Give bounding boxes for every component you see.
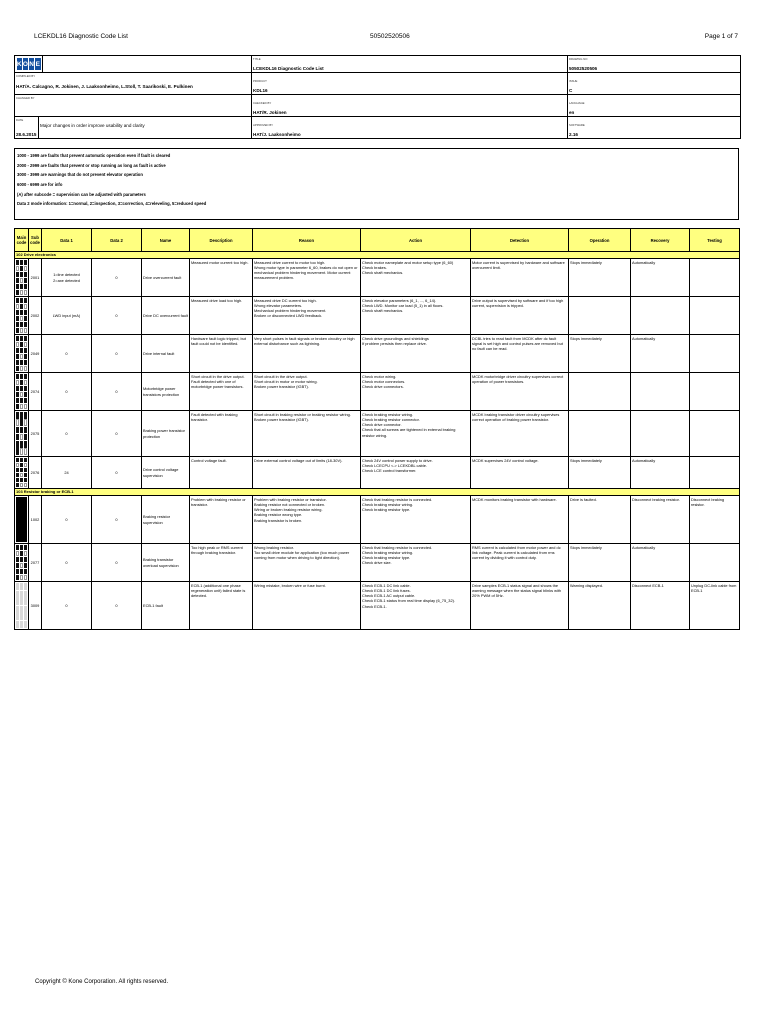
cell-reason: Problem with braking resistor or transistor. Braking resistor not connected or broken. Wiring or broken braking resistor wiring. Braking resistor wrong type. Braking transistor is broken. bbox=[253, 496, 361, 544]
cell-operation bbox=[569, 411, 631, 457]
table-row bbox=[15, 259, 740, 297]
kone-logo: K O N E bbox=[15, 56, 43, 73]
col-name: Name bbox=[142, 229, 190, 252]
table-row bbox=[15, 297, 740, 335]
cell-data1: 0 bbox=[42, 373, 92, 411]
cell-testing bbox=[690, 544, 740, 582]
cell-recovery: Disconnect ECB-1 bbox=[631, 582, 690, 630]
cell-name: Braking resistor supervision bbox=[142, 496, 190, 544]
cell-action: Check drive groundings and shieldings If problem persists then replace drive. bbox=[361, 335, 471, 373]
cell-detection: DCBL tries to read fault from MCDK after dc fault signal is set high and control pulses are removed but no fault can be read. bbox=[471, 335, 569, 373]
issue-cell: ISSUE C bbox=[568, 73, 740, 95]
change-desc-cell: Major changes in order improve usability and clarity bbox=[39, 117, 252, 138]
table-row bbox=[15, 335, 740, 373]
code-range-notes bbox=[14, 148, 739, 220]
sub-code: 2076 bbox=[29, 457, 42, 489]
sub-code: 2075 bbox=[29, 411, 42, 457]
cell-testing bbox=[690, 411, 740, 457]
cell-data1: 1=line detected 2=axe detected bbox=[42, 259, 92, 297]
cell-reason: Wrong braking resistor. Too small drive module for application (too much power coming from motor when driving to light direction). bbox=[253, 544, 361, 582]
note-line: 1000 - 1999 are faults that prevent automatic operation even if fault is cleared bbox=[17, 153, 171, 158]
cell-reason: Short circuit in the drive output. Short circuit in motor or motor wiring. Broken power transistor (IGBT). bbox=[253, 373, 361, 411]
cell-name: Braking transistor overload supervision bbox=[142, 544, 190, 582]
drawing-cell: DRAWING NO 50502520506 bbox=[568, 56, 740, 73]
table-row bbox=[15, 582, 740, 630]
main-code-graphic bbox=[15, 373, 29, 411]
cell-action: Check 24V control power supply to drive. Check LCECPU <-> LCEKDBL cable. Check LCE control transformer. bbox=[361, 457, 471, 489]
diagnostic-code-table bbox=[14, 228, 740, 630]
cell-testing bbox=[690, 259, 740, 297]
cell-reason: Measured drive DC current too high. Wrong elevator parameters. Mechanical problem hindering movement. Broken or disconnected LWD feedback. bbox=[253, 297, 361, 335]
cell-testing bbox=[690, 373, 740, 411]
cell-detection: MCDK braking transistor driver circuitry supervises correct operation of braking power transistor. bbox=[471, 411, 569, 457]
checked-cell: CHECKED BY HAT/R. Jokinen bbox=[252, 95, 568, 117]
cell-data2: 0 bbox=[92, 297, 142, 335]
cell-description: Measured motor current too high. bbox=[190, 259, 253, 297]
table-row bbox=[15, 544, 740, 582]
cell-description: Control voltage fault. bbox=[190, 457, 253, 489]
table-row bbox=[15, 496, 740, 544]
section-title: 102 Drive electronics bbox=[15, 252, 740, 259]
cell-operation: Drive is faulted. bbox=[569, 496, 631, 544]
col-recovery: Recovery bbox=[631, 229, 690, 252]
cell-recovery bbox=[631, 411, 690, 457]
doc-title: LCEKDL16 Diagnostic Code List bbox=[253, 66, 324, 72]
note-line: 2000 - 2999 are faults that prevent or stop running as long as fault is active bbox=[17, 162, 166, 168]
cell-operation bbox=[569, 297, 631, 335]
main-code-graphic bbox=[15, 297, 29, 335]
section-header-row bbox=[15, 252, 740, 259]
document-name: LCEKDL16 Diagnostic Code List bbox=[34, 33, 128, 40]
main-code-graphic bbox=[15, 544, 29, 582]
cell-detection: MCDK motorbridge driver circuitry supervises correct operation of power transistors. bbox=[471, 373, 569, 411]
cell-name: Motorbridge power transistors protection bbox=[142, 373, 190, 411]
cell-description: Too high peak or RMS current through braking transistor. bbox=[190, 544, 253, 582]
cell-recovery: Automatically bbox=[631, 335, 690, 373]
cell-data2: 0 bbox=[92, 411, 142, 457]
cell-data2: 0 bbox=[92, 373, 142, 411]
main-code-graphic bbox=[15, 259, 29, 297]
col-data2: Data 2 bbox=[92, 229, 142, 252]
cell-recovery bbox=[631, 297, 690, 335]
cell-testing bbox=[690, 297, 740, 335]
cell-reason: Very short pulses in fault signals or broken circuitry or high external disturbance such as lightning. bbox=[253, 335, 361, 373]
cell-name: Drive internal fault bbox=[142, 335, 190, 373]
cell-recovery bbox=[631, 373, 690, 411]
cell-recovery: Automatically bbox=[631, 544, 690, 582]
sub-code: 3009 bbox=[29, 582, 42, 630]
cell-data2: 0 bbox=[92, 335, 142, 373]
cell-detection: Motor current is supervised by hardware and software overcurrent limit. bbox=[471, 259, 569, 297]
cell-name: Drive overcurrent fault bbox=[142, 259, 190, 297]
section-title: 103 Resistor braking or ECB-1 bbox=[15, 489, 740, 496]
col-reason: Reason bbox=[253, 229, 361, 252]
main-code-graphic bbox=[15, 411, 29, 457]
copyright: Copyright © Kone Corporation. All rights reserved. bbox=[35, 979, 169, 985]
software-cell: SOFTWARE 2.16 bbox=[569, 123, 585, 138]
col-action: Action bbox=[361, 229, 471, 252]
cell-data2: 0 bbox=[92, 582, 142, 630]
sub-code: 2049 bbox=[29, 335, 42, 373]
cell-action: Check motor nameplate and motor setup type (6_60) Check brakes. Check shaft mechanics. bbox=[361, 259, 471, 297]
cell-reason: Measured drive current to motor too high. Wrong motor type in parameter 6_60, brakes do not open or mechanical problem hindering movement. Motor current measurement problem. bbox=[253, 259, 361, 297]
sub-code: 1002 bbox=[29, 496, 42, 544]
col-detection: Detection bbox=[471, 229, 569, 252]
cell-detection: MCDK supervises 24V control voltage. bbox=[471, 457, 569, 489]
note-line: 6000 - 6999 are for info bbox=[17, 182, 63, 188]
cell-data1: 0 bbox=[42, 544, 92, 582]
cell-data1: 0 bbox=[42, 582, 92, 630]
cell-action: Check elevator parameters (6_1, ..., 6_14). Check LWD. Monitor car load (5_1) in all floors. Check shaft mechanics. bbox=[361, 297, 471, 335]
cell-reason: Wiring mistake, broken wire or fuse burnt. bbox=[253, 582, 361, 630]
title-cell: TITLE LCEKDL16 Diagnostic Code List bbox=[252, 56, 568, 73]
cell-data1: 0 bbox=[42, 335, 92, 373]
cell-data2: 0 bbox=[92, 496, 142, 544]
cell-name: Drive DC overcurrent fault bbox=[142, 297, 190, 335]
cell-action: Check braking resistor wiring. Check braking resistor connector. Check drive connector. Check that all screws are tightened in external braking resistor wiring. bbox=[361, 411, 471, 457]
cell-name: Drive control voltage supervision bbox=[142, 457, 190, 489]
col-main-code: Main code bbox=[15, 229, 29, 252]
compiled-cell: COMPILED BY HAT/A. Calcagno, R. Jokinen, J. Laaksonheimo, L.Stoll, T. Saarikoski, E. Pulkinen bbox=[15, 73, 252, 95]
date-cell: DATE 28.6.2015 bbox=[15, 117, 39, 138]
cell-testing: Disconnect braking resistor. bbox=[690, 496, 740, 544]
main-code-graphic bbox=[15, 335, 29, 373]
cell-testing bbox=[690, 457, 740, 489]
sub-code: 2077 bbox=[29, 544, 42, 582]
cell-reason: Short circuit in braking resistor or braking resistor wiring. Broken power transistor (IGBT). bbox=[253, 411, 361, 457]
cell-operation: Stops immediately bbox=[569, 335, 631, 373]
cell-data2: 0 bbox=[92, 544, 142, 582]
cell-data1: 0 bbox=[42, 411, 92, 457]
cell-data2: 0 bbox=[92, 457, 142, 489]
note-line: (A) after subcode = supervision can be adjusted with parameters bbox=[17, 191, 146, 197]
sub-code: 2074 bbox=[29, 373, 42, 411]
cell-testing bbox=[690, 335, 740, 373]
language-cell: LANGUAGE en bbox=[568, 95, 740, 117]
cell-action: Check that braking resistor is connected. Check braking resistor wiring. Check braking resistor type. bbox=[361, 496, 471, 544]
cell-reason: Drive external control voltage out of limits (18-30V). bbox=[253, 457, 361, 489]
cell-data1: LWD input (mA) bbox=[42, 297, 92, 335]
cell-operation bbox=[569, 373, 631, 411]
changed-cell: CHANGED BY bbox=[15, 95, 252, 117]
page-header bbox=[34, 33, 738, 45]
table-header-row bbox=[15, 229, 740, 252]
product-cell: PRODUCT KDL16 bbox=[252, 73, 568, 95]
cell-data1: 0 bbox=[42, 496, 92, 544]
cell-data1: 24 bbox=[42, 457, 92, 489]
page-number: Page 1 of 7 bbox=[704, 33, 738, 40]
cell-name: ECB-1 fault bbox=[142, 582, 190, 630]
col-testing: Testing bbox=[690, 229, 740, 252]
table-row bbox=[15, 373, 740, 411]
cell-description: Fault detected with braking transistor. bbox=[190, 411, 253, 457]
cell-operation: Warning displayed. bbox=[569, 582, 631, 630]
cell-operation: Stops immediately bbox=[569, 259, 631, 297]
cell-recovery: Automatically bbox=[631, 259, 690, 297]
note-line: Data 2 mode information: 1=normal, 2=inspection, 3=correction, 4=releveling, 5=reduced speed bbox=[17, 201, 207, 207]
note-line: 3000 - 3999 are warnings that do not prevent elevator operation bbox=[17, 172, 143, 178]
cell-action: Check ECB-1 DC link cable. Check ECB-1 DC link fuses. Check ECB-1 AC output cable. Check ECB-1 status from real time display (6_75_32). Check ECB-1. bbox=[361, 582, 471, 630]
cell-description: Hardware fault logic tripped, but fault could not be identified. bbox=[190, 335, 253, 373]
approved-cell: APPROVED BY HAT/J. Laaksonheimo bbox=[252, 117, 568, 138]
main-code-graphic bbox=[15, 582, 29, 630]
table-row bbox=[15, 457, 740, 489]
cell-recovery: Automatically bbox=[631, 457, 690, 489]
cell-name: Braking power transistor protection bbox=[142, 411, 190, 457]
cell-testing: Unplug DC-link cable from ECB-1 bbox=[690, 582, 740, 630]
main-code-graphic bbox=[15, 457, 29, 489]
main-code-graphic bbox=[15, 496, 29, 544]
document-number: 50502520506 bbox=[370, 33, 410, 40]
cell-detection: MCDK monitors braking transistor with hardware. bbox=[471, 496, 569, 544]
sub-code: 2002 bbox=[29, 297, 42, 335]
cell-detection: Drive output is supervised by software and if too high current, supervision is tripped. bbox=[471, 297, 569, 335]
cell-action: Check motor wiring. Check motor connectors. Check drive connectors. bbox=[361, 373, 471, 411]
cell-recovery: Disconnect braking resistor. bbox=[631, 496, 690, 544]
col-description: Description bbox=[190, 229, 253, 252]
cell-description: Measured drive load too high. bbox=[190, 297, 253, 335]
cell-operation: Stops immediately bbox=[569, 457, 631, 489]
cell-detection: RMS current is calculated from motor power and dc link voltage. Peak current is calculated from rms current by dividing it with control duty. bbox=[471, 544, 569, 582]
col-operation: Operation bbox=[569, 229, 631, 252]
cell-description: Short circuit in the drive output. Fault detected with one of motorbridge power transistors. bbox=[190, 373, 253, 411]
section-header-row bbox=[15, 489, 740, 496]
title-block bbox=[14, 55, 741, 139]
cell-detection: Drive samples ECB-1 status signal and shows the warning message when the status signal blinks with 20% PWM of 5Hz. bbox=[471, 582, 569, 630]
cell-description: ECB-1 (additional one phase regeneration unit) failed state is detected. bbox=[190, 582, 253, 630]
table-row bbox=[15, 411, 740, 457]
col-sub-code: Sub code bbox=[29, 229, 42, 252]
cell-operation: Stops immediately bbox=[569, 544, 631, 582]
cell-data2: 0 bbox=[92, 259, 142, 297]
col-data1: Data 1 bbox=[42, 229, 92, 252]
cell-action: Check that braking resistor is connected. Check braking resistor wiring. Check braking resistor type. Check drive size. bbox=[361, 544, 471, 582]
sub-code: 2001 bbox=[29, 259, 42, 297]
cell-description: Problem with braking resistor or transistor. bbox=[190, 496, 253, 544]
